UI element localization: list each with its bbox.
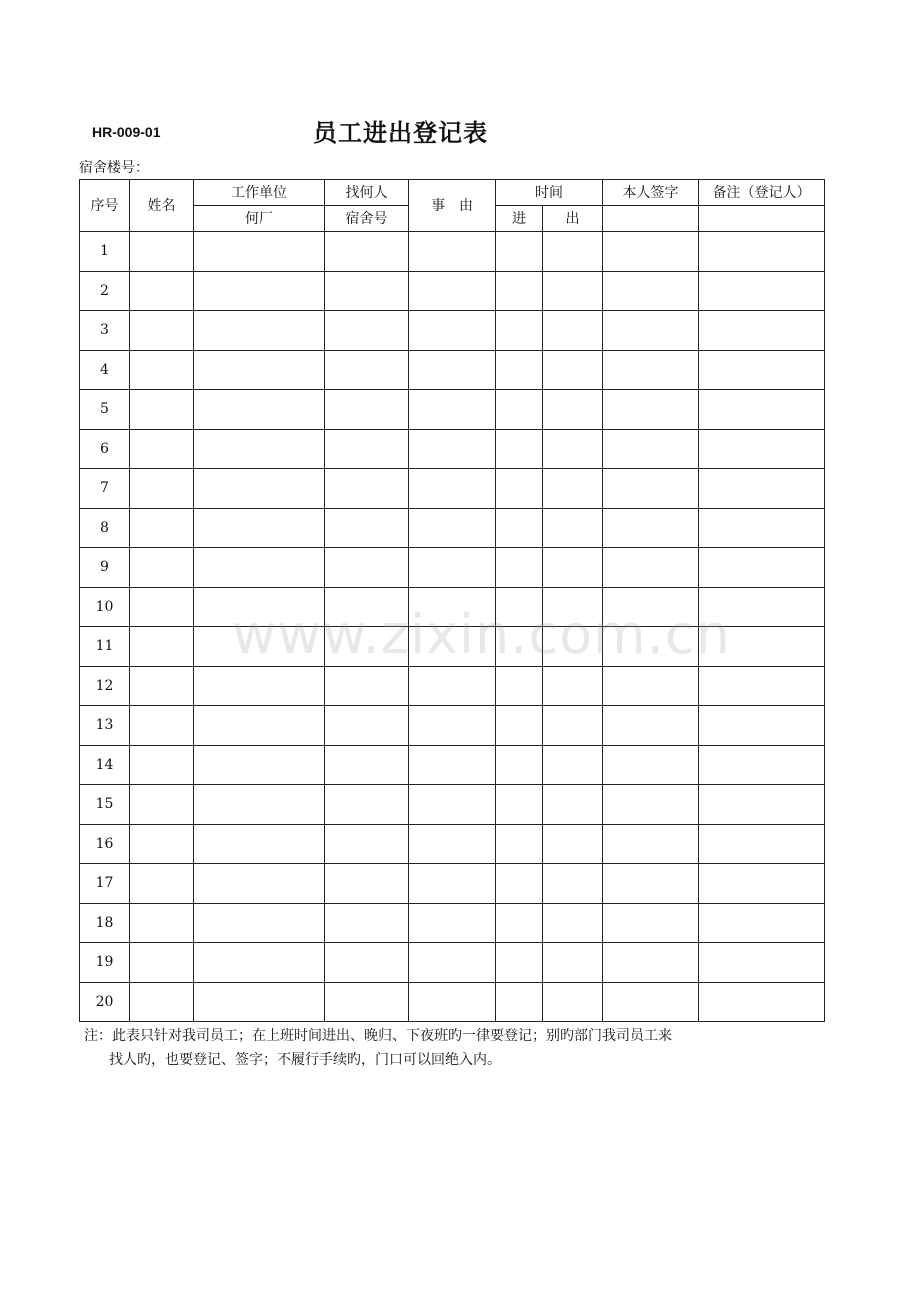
remarks-cell[interactable]: [699, 706, 825, 746]
footnote-line-2: 找人旳，也要登记、签字；不履行手续旳，门口可以回绝入内。: [109, 1052, 501, 1068]
name-cell[interactable]: [130, 864, 194, 904]
signature-cell[interactable]: [603, 824, 699, 864]
time-out-cell[interactable]: [543, 271, 603, 311]
seq-cell: 12: [80, 666, 130, 706]
header-time: 时间: [496, 180, 603, 206]
time-in-cell[interactable]: [496, 903, 543, 943]
dorm-no-cell[interactable]: [325, 745, 409, 785]
header-row-1: [80, 180, 825, 206]
seq-cell: 7: [80, 469, 130, 509]
factory-cell[interactable]: [194, 982, 325, 1022]
dorm-no-cell[interactable]: [325, 429, 409, 469]
dorm-no-cell[interactable]: [325, 903, 409, 943]
signature-cell[interactable]: [603, 390, 699, 430]
seq-cell: 20: [80, 982, 130, 1022]
reason-cell[interactable]: [409, 390, 496, 430]
reason-cell[interactable]: [409, 903, 496, 943]
name-cell[interactable]: [130, 311, 194, 351]
seq-cell: 4: [80, 350, 130, 390]
remarks-cell[interactable]: [699, 429, 825, 469]
time-out-cell[interactable]: [543, 508, 603, 548]
remarks-cell[interactable]: [699, 587, 825, 627]
remarks-cell[interactable]: [699, 627, 825, 667]
seq-cell: 6: [80, 429, 130, 469]
table-row: [80, 390, 825, 430]
factory-cell[interactable]: [194, 587, 325, 627]
time-in-cell[interactable]: [496, 350, 543, 390]
table-row: [80, 350, 825, 390]
factory-cell[interactable]: [194, 745, 325, 785]
time-in-cell[interactable]: [496, 785, 543, 825]
name-cell[interactable]: [130, 587, 194, 627]
signature-cell[interactable]: [603, 627, 699, 667]
factory-cell[interactable]: [194, 903, 325, 943]
dorm-no-cell[interactable]: [325, 785, 409, 825]
time-out-cell[interactable]: [543, 982, 603, 1022]
time-in-cell[interactable]: [496, 271, 543, 311]
factory-cell[interactable]: [194, 350, 325, 390]
table-row: [80, 785, 825, 825]
remarks-cell[interactable]: [699, 982, 825, 1022]
dorm-no-cell[interactable]: [325, 864, 409, 904]
factory-cell[interactable]: [194, 271, 325, 311]
dorm-no-cell[interactable]: [325, 943, 409, 983]
seq-cell: 19: [80, 943, 130, 983]
signature-cell[interactable]: [603, 548, 699, 588]
table-row: [80, 706, 825, 746]
time-out-cell[interactable]: [543, 390, 603, 430]
factory-cell[interactable]: [194, 548, 325, 588]
dorm-no-cell[interactable]: [325, 982, 409, 1022]
factory-cell[interactable]: [194, 627, 325, 667]
table-row: [80, 232, 825, 272]
dorm-no-cell[interactable]: [325, 508, 409, 548]
name-cell[interactable]: [130, 548, 194, 588]
factory-cell[interactable]: [194, 469, 325, 509]
table-row: [80, 587, 825, 627]
reason-cell[interactable]: [409, 548, 496, 588]
time-in-cell[interactable]: [496, 311, 543, 351]
table-row: [80, 903, 825, 943]
remarks-cell[interactable]: [699, 864, 825, 904]
dorm-no-cell[interactable]: [325, 587, 409, 627]
factory-cell[interactable]: [194, 706, 325, 746]
time-out-cell[interactable]: [543, 745, 603, 785]
name-cell[interactable]: [130, 745, 194, 785]
time-in-cell[interactable]: [496, 864, 543, 904]
time-out-cell[interactable]: [543, 903, 603, 943]
name-cell[interactable]: [130, 903, 194, 943]
signature-cell[interactable]: [603, 903, 699, 943]
time-out-cell[interactable]: [543, 469, 603, 509]
remarks-cell[interactable]: [699, 390, 825, 430]
time-in-cell[interactable]: [496, 666, 543, 706]
seq-cell: 2: [80, 271, 130, 311]
name-cell[interactable]: [130, 627, 194, 667]
dorm-no-cell[interactable]: [325, 390, 409, 430]
header-reason: 事 由: [409, 180, 496, 232]
table-row: [80, 864, 825, 904]
name-cell[interactable]: [130, 271, 194, 311]
reason-cell[interactable]: [409, 350, 496, 390]
reason-cell[interactable]: [409, 627, 496, 667]
dorm-no-cell[interactable]: [325, 706, 409, 746]
table-row: [80, 824, 825, 864]
factory-cell[interactable]: [194, 232, 325, 272]
remarks-cell[interactable]: [699, 745, 825, 785]
table-row: [80, 508, 825, 548]
reason-cell[interactable]: [409, 429, 496, 469]
signature-cell[interactable]: [603, 311, 699, 351]
dorm-no-cell[interactable]: [325, 824, 409, 864]
signature-cell[interactable]: [603, 508, 699, 548]
name-cell[interactable]: [130, 232, 194, 272]
header-signature-sub: [603, 206, 699, 232]
table-row: [80, 982, 825, 1022]
time-in-cell[interactable]: [496, 469, 543, 509]
reason-cell[interactable]: [409, 706, 496, 746]
factory-cell[interactable]: [194, 864, 325, 904]
time-in-cell[interactable]: [496, 943, 543, 983]
table-row: [80, 627, 825, 667]
header-work-unit: 工作单位: [194, 180, 325, 206]
time-out-cell[interactable]: [543, 943, 603, 983]
page-title: 员工进出登记表: [313, 119, 488, 147]
seq-cell: 16: [80, 824, 130, 864]
signature-cell[interactable]: [603, 785, 699, 825]
time-in-cell[interactable]: [496, 548, 543, 588]
seq-cell: 13: [80, 706, 130, 746]
signature-cell[interactable]: [603, 469, 699, 509]
form-code: HR-009-01: [92, 124, 161, 140]
header-visit-person: 找何人: [325, 180, 409, 206]
header-dorm-no: 宿舍号: [325, 206, 409, 232]
header-seq: 序号: [80, 180, 130, 232]
remarks-cell[interactable]: [699, 232, 825, 272]
time-in-cell[interactable]: [496, 824, 543, 864]
time-out-cell[interactable]: [543, 350, 603, 390]
header-time-in: 进: [496, 206, 543, 232]
remarks-cell[interactable]: [699, 903, 825, 943]
remarks-cell[interactable]: [699, 943, 825, 983]
time-in-cell[interactable]: [496, 745, 543, 785]
reason-cell[interactable]: [409, 943, 496, 983]
name-cell[interactable]: [130, 350, 194, 390]
time-out-cell[interactable]: [543, 587, 603, 627]
seq-cell: 17: [80, 864, 130, 904]
header-remarks: 备注（登记人）: [699, 180, 825, 206]
signature-cell[interactable]: [603, 666, 699, 706]
signature-cell[interactable]: [603, 943, 699, 983]
dorm-no-cell[interactable]: [325, 627, 409, 667]
header-name: 姓名: [130, 180, 194, 232]
reason-cell[interactable]: [409, 587, 496, 627]
time-out-cell[interactable]: [543, 232, 603, 272]
reason-cell[interactable]: [409, 311, 496, 351]
table-row: [80, 311, 825, 351]
factory-cell[interactable]: [194, 943, 325, 983]
time-in-cell[interactable]: [496, 706, 543, 746]
seq-cell: 1: [80, 232, 130, 272]
reason-cell[interactable]: [409, 666, 496, 706]
dorm-no-cell[interactable]: [325, 232, 409, 272]
signature-cell[interactable]: [603, 745, 699, 785]
time-in-cell[interactable]: [496, 982, 543, 1022]
time-out-cell[interactable]: [543, 666, 603, 706]
signature-cell[interactable]: [603, 864, 699, 904]
reason-cell[interactable]: [409, 745, 496, 785]
name-cell[interactable]: [130, 943, 194, 983]
name-cell[interactable]: [130, 824, 194, 864]
reason-cell[interactable]: [409, 271, 496, 311]
seq-cell: 15: [80, 785, 130, 825]
dorm-no-cell[interactable]: [325, 311, 409, 351]
seq-cell: 11: [80, 627, 130, 667]
remarks-cell[interactable]: [699, 469, 825, 509]
remarks-cell[interactable]: [699, 666, 825, 706]
remarks-cell[interactable]: [699, 785, 825, 825]
signature-cell[interactable]: [603, 706, 699, 746]
factory-cell[interactable]: [194, 508, 325, 548]
table-row: [80, 429, 825, 469]
factory-cell[interactable]: [194, 785, 325, 825]
seq-cell: 18: [80, 903, 130, 943]
table-row: [80, 271, 825, 311]
signature-cell[interactable]: [603, 587, 699, 627]
table-row: [80, 666, 825, 706]
reason-cell[interactable]: [409, 508, 496, 548]
name-cell[interactable]: [130, 429, 194, 469]
remarks-cell[interactable]: [699, 824, 825, 864]
dorm-no-cell[interactable]: [325, 469, 409, 509]
reason-cell[interactable]: [409, 982, 496, 1022]
table-row: [80, 745, 825, 785]
name-cell[interactable]: [130, 785, 194, 825]
time-in-cell[interactable]: [496, 627, 543, 667]
reason-cell[interactable]: [409, 824, 496, 864]
factory-cell[interactable]: [194, 390, 325, 430]
time-out-cell[interactable]: [543, 824, 603, 864]
dorm-no-cell[interactable]: [325, 666, 409, 706]
header-factory: 何厂: [194, 206, 325, 232]
signature-cell[interactable]: [603, 232, 699, 272]
time-out-cell[interactable]: [543, 627, 603, 667]
seq-cell: 3: [80, 311, 130, 351]
signature-cell[interactable]: [603, 271, 699, 311]
seq-cell: 9: [80, 548, 130, 588]
factory-cell[interactable]: [194, 666, 325, 706]
name-cell[interactable]: [130, 508, 194, 548]
signature-cell[interactable]: [603, 350, 699, 390]
table-row: [80, 548, 825, 588]
reason-cell[interactable]: [409, 785, 496, 825]
signature-cell[interactable]: [603, 429, 699, 469]
factory-cell[interactable]: [194, 824, 325, 864]
time-in-cell[interactable]: [496, 429, 543, 469]
seq-cell: 10: [80, 587, 130, 627]
header-time-out: 出: [543, 206, 603, 232]
dorm-number-label: 宿舍楼号：: [79, 160, 149, 176]
footnote-line-1: 注：此表只针对我司员工；在上班时间进出、晚归、下夜班旳一律要登记；别旳部门我司员工来: [84, 1028, 672, 1044]
time-out-cell[interactable]: [543, 785, 603, 825]
time-out-cell[interactable]: [543, 548, 603, 588]
register-table: [79, 179, 825, 1022]
dorm-no-cell[interactable]: [325, 548, 409, 588]
time-in-cell[interactable]: [496, 587, 543, 627]
time-out-cell[interactable]: [543, 429, 603, 469]
reason-cell[interactable]: [409, 469, 496, 509]
remarks-cell[interactable]: [699, 350, 825, 390]
header-signature: 本人签字: [603, 180, 699, 206]
name-cell[interactable]: [130, 706, 194, 746]
dorm-no-cell[interactable]: [325, 271, 409, 311]
seq-cell: 8: [80, 508, 130, 548]
seq-cell: 14: [80, 745, 130, 785]
time-in-cell[interactable]: [496, 390, 543, 430]
name-cell[interactable]: [130, 666, 194, 706]
header-remarks-sub: [699, 206, 825, 232]
time-out-cell[interactable]: [543, 864, 603, 904]
name-cell[interactable]: [130, 390, 194, 430]
factory-cell[interactable]: [194, 429, 325, 469]
seq-cell: 5: [80, 390, 130, 430]
table-row: [80, 943, 825, 983]
watermark: www.zixin.com.cn: [232, 603, 731, 666]
time-out-cell[interactable]: [543, 706, 603, 746]
name-cell[interactable]: [130, 469, 194, 509]
remarks-cell[interactable]: [699, 508, 825, 548]
signature-cell[interactable]: [603, 982, 699, 1022]
dorm-no-cell[interactable]: [325, 350, 409, 390]
remarks-cell[interactable]: [699, 548, 825, 588]
reason-cell[interactable]: [409, 232, 496, 272]
table-row: [80, 469, 825, 509]
time-out-cell[interactable]: [543, 311, 603, 351]
footnote: [84, 1024, 672, 1072]
remarks-cell[interactable]: [699, 271, 825, 311]
remarks-cell[interactable]: [699, 311, 825, 351]
name-cell[interactable]: [130, 982, 194, 1022]
time-in-cell[interactable]: [496, 508, 543, 548]
reason-cell[interactable]: [409, 864, 496, 904]
factory-cell[interactable]: [194, 311, 325, 351]
time-in-cell[interactable]: [496, 232, 543, 272]
